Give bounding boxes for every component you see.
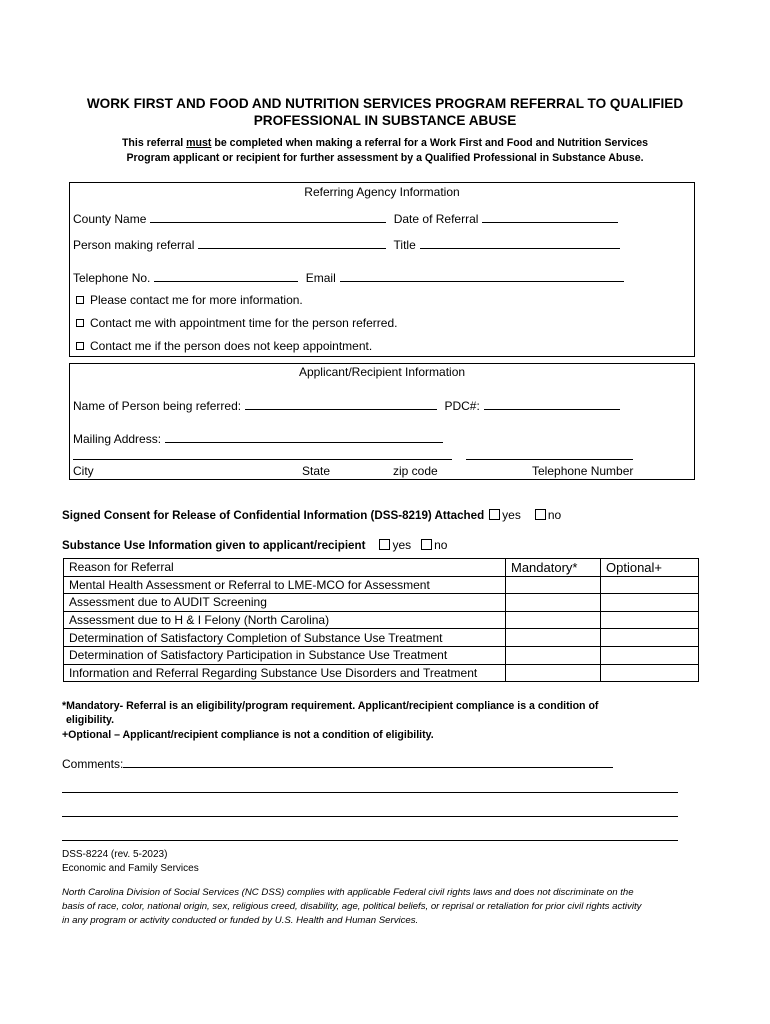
optional-cell[interactable] bbox=[601, 629, 699, 647]
table-row bbox=[64, 646, 699, 664]
mailing-address-field[interactable] bbox=[165, 431, 443, 443]
email-field[interactable] bbox=[340, 270, 624, 282]
person-row bbox=[73, 237, 624, 252]
substance-row bbox=[62, 538, 447, 553]
mandatory-header: Mandatory* bbox=[506, 559, 601, 577]
mandatory-cell[interactable] bbox=[506, 594, 601, 612]
table-row bbox=[64, 611, 699, 629]
consent-yes-label: yes bbox=[502, 508, 521, 522]
option-missed-appointment[interactable] bbox=[76, 339, 372, 353]
substance-label: Substance Use Information given to applicant/recipient bbox=[62, 539, 366, 552]
substance-no-checkbox[interactable] bbox=[421, 539, 432, 550]
table-row bbox=[64, 629, 699, 647]
title-label: Title bbox=[393, 238, 416, 252]
applicant-info-box bbox=[69, 363, 695, 480]
reason-cell: Assessment due to AUDIT Screening bbox=[64, 594, 506, 612]
mandatory-cell[interactable] bbox=[506, 664, 601, 682]
pdc-label: PDC#: bbox=[444, 399, 480, 413]
phone-row bbox=[73, 270, 628, 285]
optional-cell[interactable] bbox=[601, 576, 699, 594]
consent-no-checkbox[interactable] bbox=[535, 509, 546, 520]
reason-cell: Information and Referral Regarding Substance Use Disorders and Treatment bbox=[64, 664, 506, 682]
form-title-line-2: PROFESSIONAL IN SUBSTANCE ABUSE bbox=[253, 113, 517, 128]
form-title-line-1: WORK FIRST AND FOOD AND NUTRITION SERVICES PROGRAM REFERRAL TO QUALIFIED bbox=[86, 96, 684, 111]
optional-cell[interactable] bbox=[601, 611, 699, 629]
table-header-row bbox=[64, 559, 699, 577]
city-label: City bbox=[73, 464, 94, 478]
intro-must: must bbox=[186, 137, 212, 149]
title-field[interactable] bbox=[420, 237, 620, 249]
telephone-field[interactable] bbox=[154, 270, 298, 282]
optional-note: +Optional – Applicant/recipient compliance is not a condition of eligibility. bbox=[62, 729, 434, 741]
consent-yes-checkbox[interactable] bbox=[489, 509, 500, 520]
mailing-row bbox=[73, 431, 447, 446]
applicant-info-header: Applicant/Recipient Information bbox=[298, 365, 466, 379]
checkbox-icon[interactable] bbox=[76, 319, 84, 327]
division-name: Economic and Family Services bbox=[62, 863, 199, 874]
nondiscrimination-notice bbox=[62, 886, 702, 928]
consent-no-label: no bbox=[547, 508, 562, 522]
intro-line-2: Program applicant or recipient for further assessment by a Qualified Professional in Substance Abuse. bbox=[126, 152, 644, 164]
optional-cell[interactable] bbox=[601, 664, 699, 682]
checkbox-icon[interactable] bbox=[76, 296, 84, 304]
person-making-referral-field[interactable] bbox=[198, 237, 386, 249]
email-label: Email bbox=[305, 271, 336, 285]
mandatory-cell[interactable] bbox=[506, 646, 601, 664]
mandatory-cell[interactable] bbox=[506, 629, 601, 647]
county-field[interactable] bbox=[150, 211, 386, 223]
table-row bbox=[64, 664, 699, 682]
zip-code-label: zip code bbox=[393, 464, 438, 478]
comments-label: Comments: bbox=[62, 757, 124, 771]
mandatory-note-line-1: *Mandatory- Referral is an eligibility/program requirement. Applicant/recipient compliance is a condition of bbox=[62, 700, 599, 712]
notice-line-3: in any program or activity conducted or funded by U.S. Health and Human Services. bbox=[62, 915, 419, 926]
address-line[interactable] bbox=[73, 459, 452, 460]
checkbox-icon[interactable] bbox=[76, 342, 84, 350]
reason-cell: Determination of Satisfactory Completion of Substance Use Treatment bbox=[64, 629, 506, 647]
mailing-address-label: Mailing Address: bbox=[73, 432, 162, 446]
notice-line-2: basis of race, color, national origin, sex, religious creed, disability, age, political beliefs, or reprisal or retaliation for prior civil rights activity bbox=[62, 901, 642, 912]
phone-line[interactable] bbox=[466, 459, 633, 460]
substance-no-label: no bbox=[434, 538, 448, 552]
reason-header: Reason for Referral bbox=[64, 559, 506, 577]
option-label: Contact me if the person does not keep appointment. bbox=[90, 339, 373, 353]
intro-text-a: This referral bbox=[121, 137, 187, 149]
intro-text-b: be completed when making a referral for a Work First and Food and Nutrition Services bbox=[211, 137, 649, 149]
form-intro bbox=[78, 136, 692, 166]
form-number: DSS-8224 (rev. 5-2023) bbox=[62, 849, 168, 860]
notice-line-1: North Carolina Division of Social Services (NC DSS) complies with applicable Federal civil rights laws and does not discriminate on the bbox=[62, 887, 634, 898]
mandatory-note-line-2: eligibility. bbox=[66, 714, 115, 726]
consent-label: Signed Consent for Release of Confidential Information (DSS-8219) Attached bbox=[62, 509, 485, 522]
option-contact-info[interactable] bbox=[76, 293, 303, 307]
person-referred-label: Name of Person being referred: bbox=[73, 399, 242, 413]
mandatory-note bbox=[62, 699, 662, 727]
person-referred-field[interactable] bbox=[245, 398, 437, 410]
option-label: Please contact me for more information. bbox=[90, 293, 303, 307]
state-label: State bbox=[302, 464, 331, 478]
pdc-field[interactable] bbox=[484, 398, 620, 410]
referring-agency-header: Referring Agency Information bbox=[304, 185, 460, 199]
date-of-referral-field[interactable] bbox=[482, 211, 618, 223]
comments-line[interactable] bbox=[62, 792, 678, 793]
table-row bbox=[64, 594, 699, 612]
county-row bbox=[73, 211, 622, 226]
comments-field[interactable] bbox=[123, 756, 613, 768]
date-of-referral-label: Date of Referral bbox=[393, 212, 479, 226]
telephone-number-label: Telephone Number bbox=[532, 464, 634, 478]
mandatory-cell[interactable] bbox=[506, 611, 601, 629]
comments-line[interactable] bbox=[62, 840, 678, 841]
table-row bbox=[64, 576, 699, 594]
mandatory-cell[interactable] bbox=[506, 576, 601, 594]
form-title bbox=[60, 95, 710, 129]
person-making-referral-label: Person making referral bbox=[73, 238, 195, 252]
consent-row bbox=[62, 508, 561, 523]
intro-line-1 bbox=[78, 136, 692, 151]
county-label: County Name bbox=[73, 212, 147, 226]
reason-cell: Determination of Satisfactory Participation in Substance Use Treatment bbox=[64, 646, 506, 664]
substance-yes-checkbox[interactable] bbox=[379, 539, 390, 550]
reason-cell: Assessment due to H & I Felony (North Carolina) bbox=[64, 611, 506, 629]
option-appointment-time[interactable] bbox=[76, 316, 397, 330]
reason-cell: Mental Health Assessment or Referral to LME-MCO for Assessment bbox=[64, 576, 506, 594]
optional-cell[interactable] bbox=[601, 594, 699, 612]
optional-cell[interactable] bbox=[601, 646, 699, 664]
telephone-label: Telephone No. bbox=[73, 271, 151, 285]
substance-yes-label: yes bbox=[392, 538, 412, 552]
optional-header: Optional+ bbox=[601, 559, 699, 577]
referral-reasons-table bbox=[63, 558, 699, 682]
name-row bbox=[73, 398, 624, 413]
comments-line[interactable] bbox=[62, 816, 678, 817]
option-label: Contact me with appointment time for the person referred. bbox=[90, 316, 398, 330]
comments-row bbox=[62, 756, 617, 771]
